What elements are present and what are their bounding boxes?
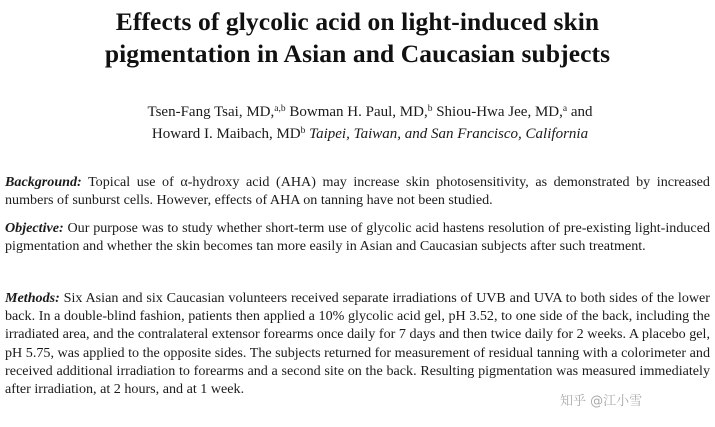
title-line-2: pigmentation in Asian and Caucasian subjects [104,39,611,68]
background-label: Background: [5,174,82,190]
abstract-objective [5,219,710,255]
author-list [60,101,680,145]
author-conjunction: and [570,104,593,120]
watermark-text: 知乎 @江小雪 [560,394,643,409]
author-name: Shiou-Hwa Jee, MD, [436,104,563,120]
abstract-background [5,173,710,209]
author-name: Tsen-Fang Tsai, MD, [147,104,275,120]
affiliation-marker: b [427,104,433,114]
methods-text: Six Asian and six Caucasian volunteers received separate irradiations of UVB and UVA to both sides of the lower back. In a double-blind fashion, patients then applied a 10% glycolic acid gel, pH 3.52, to one side of the back, including the irradiated area, and the contralateral extensor forearms once daily for 7 days and then twice daily for 2 weeks. A placebo gel, pH 5.75, was applied to the opposite sides. The subjects returned for measurement of residual tanning with a colorimeter and received additional irradiation to forearms and a second site on the back. Resulting pigmentation was measured immediately after irradiation, at 2 hours, and at 1 week. [5,290,710,398]
objective-label: Objective: [5,220,64,236]
title-line-1: Effects of glycolic acid on light-induced skin [115,7,600,36]
author-name: Bowman H. Paul, MD, [289,104,428,120]
abstract-methods [5,289,710,398]
affiliation-marker: b [300,126,306,136]
background-text: Topical use of α-hydroxy acid (AHA) may increase skin photosensitivity, as demonstrated by increased numbers of sunburst cells. However, effects of AHA on tanning have not been studied. [5,174,710,209]
article-title [0,6,715,70]
affiliation-marker: a [562,104,568,114]
affiliation-marker: a,b [274,104,286,114]
objective-text: Our purpose was to study whether short-term use of glycolic acid hastens resolution of pre-existing light-induced pigmentation and whether the skin becomes tan more easily in Asian and Caucasian subjects after such treatment. [5,220,710,255]
methods-label: Methods: [5,290,60,306]
watermark [560,390,642,409]
author-line-2 [60,123,680,145]
author-location: Taipei, Taiwan, and San Francisco, California [309,126,589,142]
author-name: Howard I. Maibach, MD [151,126,301,142]
author-line-1 [60,101,680,123]
